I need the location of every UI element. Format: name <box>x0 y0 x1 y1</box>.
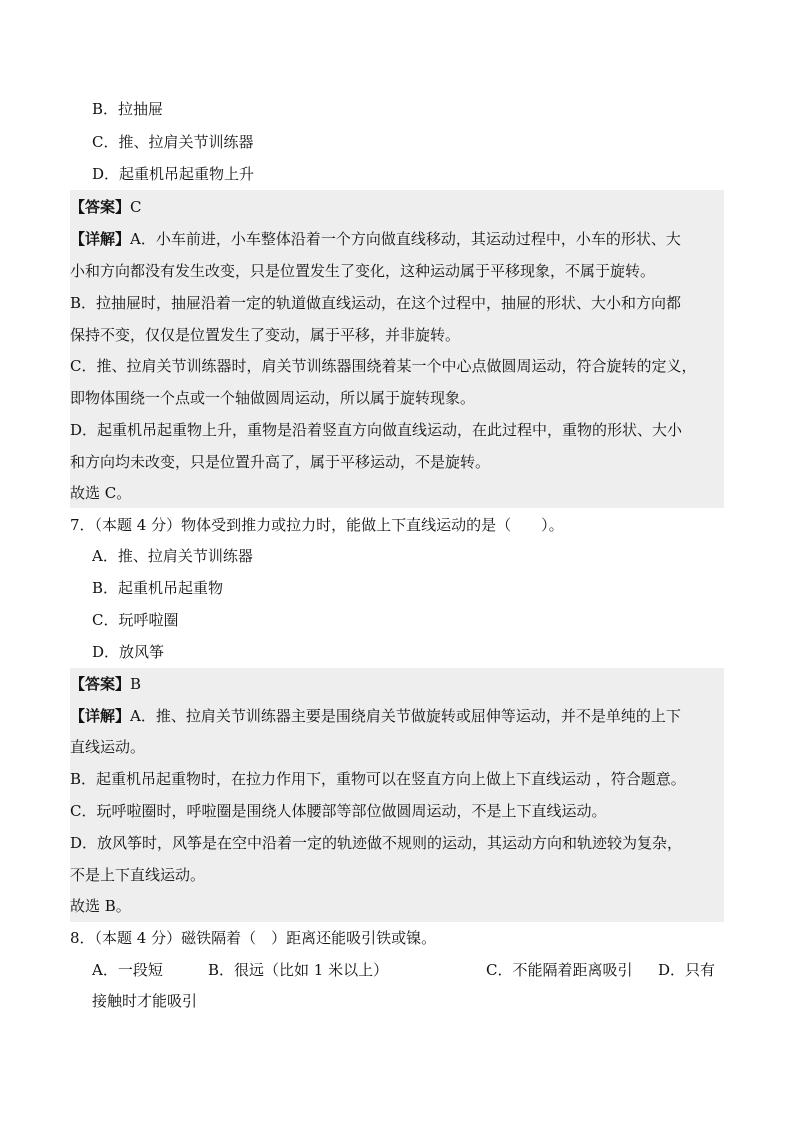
answer-tag: 【答案】 <box>70 198 131 216</box>
detail-tag: 【详解】 <box>70 230 131 248</box>
q6-detail-line: B．拉抽屉时，抽屉沿着一定的轨道做直线运动，在这个过程中，抽屉的形状、大小和方向都 <box>70 294 682 312</box>
q7-detail-line: D．放风筝时，风筝是在空中沿着一定的轨迹做不规则的运动，其运动方向和轨迹较为复杂， <box>70 834 683 852</box>
answer-tag: 【答案】 <box>70 675 131 693</box>
q6-option-b: B．拉抽屉 <box>92 100 164 118</box>
q7-detail-line: 直线运动。 <box>70 738 146 756</box>
q7-option-d: D．放风筝 <box>92 643 165 661</box>
q6-detail-line: 小和方向都没有发生改变，只是位置发生了变化，这种运动属于平移现象，不属于旋转。 <box>70 262 656 280</box>
q8-option-b: B．很远（比如 1 米以上） <box>208 961 389 979</box>
q7-detail-line: C．玩呼啦圈时，呼啦圈是围绕人体腰部等部位做圆周运动，不是上下直线运动。 <box>70 802 607 820</box>
q6-detail-line: D．起重机吊起重物上升，重物是沿着竖直方向做直线运动，在此过程中，重物的形状、大小 <box>70 421 683 439</box>
q7-detail-line <box>70 700 724 732</box>
q7-detail-line: 不是上下直线运动。 <box>70 866 206 884</box>
answer-value: B <box>130 675 142 693</box>
q7-stem: 7．（本题 4 分）物体受到推力或拉力时，能做上下直线运动的是（ ）。 <box>70 516 564 534</box>
q6-option-d: D．起重机吊起重物上升 <box>92 165 255 183</box>
q6-option-c: C．推、拉肩关节训练器 <box>92 133 254 151</box>
q6-conclusion: 故选 C。 <box>70 484 132 502</box>
answer-value: C <box>130 198 142 216</box>
detail-tag: 【详解】 <box>70 707 131 725</box>
detail-text: A．小车前进，小车整体沿着一个方向做直线移动，其运动过程中，小车的形状、大 <box>130 230 681 248</box>
q8-option-c: C．不能隔着距离吸引 <box>486 961 633 979</box>
q7-detail-line: B．起重机吊起重物时，在拉力作用下，重物可以在竖直方向上做上下直线运动 ，符合题意。 <box>70 770 686 788</box>
q7-option-b: B．起重机吊起重物 <box>92 579 224 597</box>
q7-option-c: C．玩呼啦圈 <box>92 611 179 629</box>
q6-answer <box>70 191 724 223</box>
detail-text: A．推、拉肩关节训练器主要是围绕肩关节做旋转或屈伸等运动，并不是单纯的上下 <box>130 707 681 725</box>
q8-option-d: D．只有 <box>658 961 716 979</box>
q7-option-a: A．推、拉肩关节训练器 <box>92 547 253 565</box>
q6-detail-line <box>70 223 724 255</box>
q7-conclusion: 故选 B。 <box>70 897 131 915</box>
q6-detail-line: 保持不变，仅仅是位置发生了变动，属于平移，并非旋转。 <box>70 326 461 344</box>
q8-option-a: A．一段短 <box>92 961 163 979</box>
q7-answer <box>70 668 724 700</box>
q8-stem: 8．（本题 4 分）磁铁隔着（ ）距离还能吸引铁或镍。 <box>70 929 437 947</box>
q8-options <box>92 954 724 986</box>
q6-detail-line: C．推、拉肩关节训练器时，肩关节训练器围绕着某一个中心点做圆周运动，符合旋转的定义， <box>70 357 697 375</box>
q6-detail-line: 和方向均未改变，只是位置升高了，属于平移运动，不是旋转。 <box>70 453 491 471</box>
q8-option-d-continued: 接触时才能吸引 <box>92 992 198 1010</box>
q6-detail-line: 即物体围绕一个点或一个轴做圆周运动，所以属于旋转现象。 <box>70 389 476 407</box>
